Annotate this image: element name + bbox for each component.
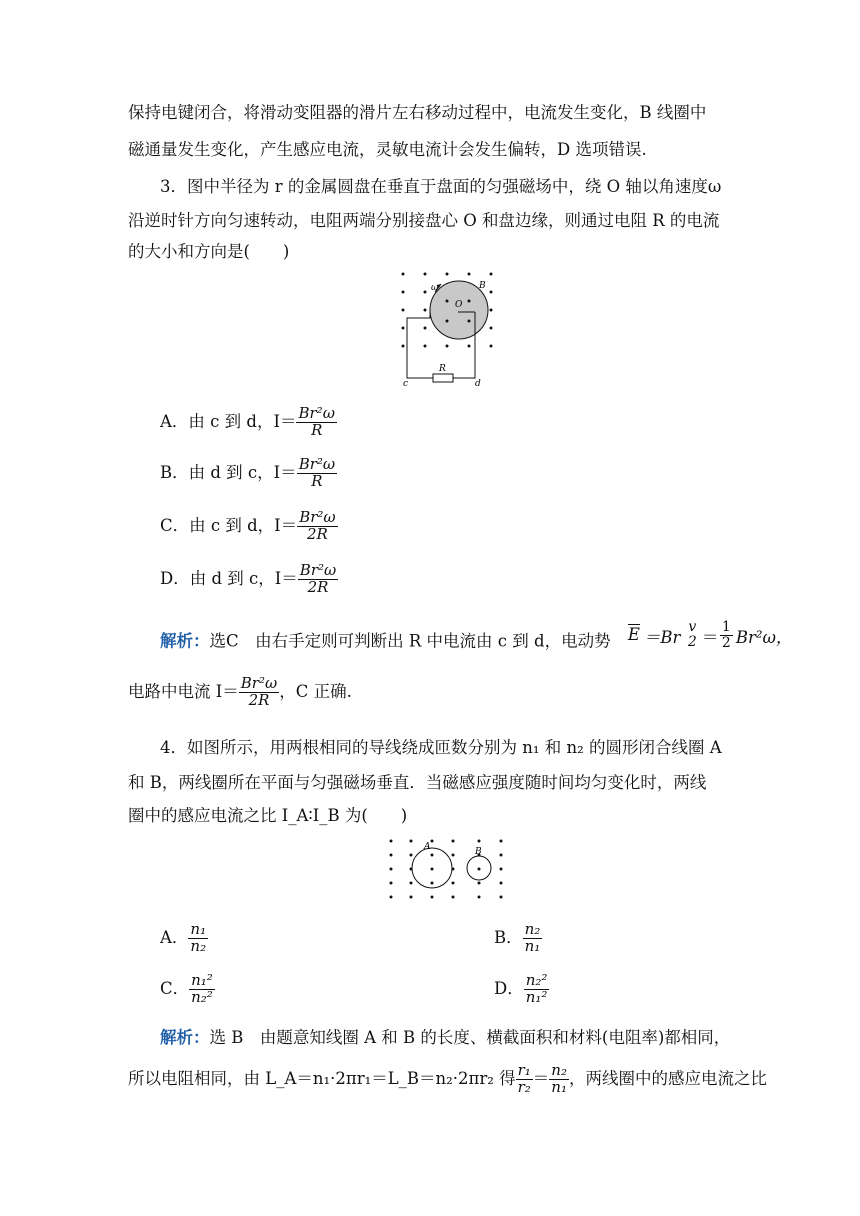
label-omega: ω: [431, 283, 439, 293]
field-dot: [446, 273, 449, 276]
field-dot: [431, 868, 434, 871]
question-3-line-2: 沿逆时针方向匀速转动，电阻两端分别接盘心 O 和盘边缘，则通过电阻 R 的电流: [128, 211, 720, 230]
field-dot: [390, 882, 393, 885]
field-dot: [446, 345, 449, 348]
field-dot: [390, 854, 393, 857]
field-dot: [424, 327, 427, 330]
field-dot: [468, 273, 471, 276]
field-dot: [390, 840, 393, 843]
label-coil-B: B: [475, 847, 482, 857]
label-O: O: [455, 300, 463, 310]
field-dot: [500, 840, 503, 843]
figure-two-coils: [383, 833, 513, 905]
field-dot: [468, 300, 471, 303]
field-dot: [500, 868, 503, 871]
field-dot: [424, 309, 427, 312]
q4-option-b: B． $\frac{\text{n₂}}{\text{n₁}}$: [494, 920, 541, 955]
question-3-line-1: 3．图中半径为 r 的金属圆盘在垂直于盘面的匀强磁场中，绕 O 轴以角速度ω: [160, 177, 722, 196]
q4-option-d: D． $\frac{\text{n₂²}}{\text{n₁²}}$: [494, 971, 548, 1006]
q4-analysis-line-2: 所以电阻相同，由 L_A＝n₁·2πr₁＝L_B＝n₂·2πr₂ 得 $\frac{\text{r₁}}{\text{r₂}}$ ＝ $\frac{\text{n₂}}{\text{n₁}}$ ，两线圈中的感应电流之比: [128, 1061, 767, 1096]
field-dot: [431, 840, 434, 843]
field-dot: [468, 320, 471, 323]
emf-symbol: E: [627, 625, 640, 644]
field-dot: [390, 896, 393, 899]
field-dot: [452, 896, 455, 899]
field-dot: [431, 882, 434, 885]
q3-option-d: D．由 d 到 c，I＝ $\frac{\text{Br²ω}}{2R}$: [160, 561, 337, 596]
field-dot: [410, 854, 413, 857]
field-dot: [490, 273, 493, 276]
text-line-2: 磁通量发生变化，产生感应电流，灵敏电流计会发生偏转，D 选项错误.: [128, 140, 647, 159]
field-dot: [468, 345, 471, 348]
field-dot: [424, 345, 427, 348]
field-dot: [402, 345, 405, 348]
field-dot: [478, 896, 481, 899]
text-line-1: 保持电键闭合，将滑动变阻器的滑片左右移动过程中，电流发生变化，B 线圈中: [128, 103, 707, 122]
field-dot: [431, 896, 434, 899]
label-coil-A: A: [424, 842, 431, 852]
q3-analysis-line-2: 电路中电流 I＝ $\frac{\text{Br²ω}}{2R}$ ，C 正确.: [128, 674, 352, 709]
field-dot: [500, 882, 503, 885]
q3-option-b: B．由 d 到 c，I＝ $\frac{\text{Br²ω}}{R}$: [160, 455, 336, 490]
q3-option-a: A．由 c 到 d，I＝ $\frac{\text{Br²ω}}{R}$: [160, 404, 335, 439]
q3-analysis-line-1: 解析：选C 由右手定则可判断出 R 中电流由 c 到 d，电动势 E ＝Br v 2 ＝ $\frac{1}{2}$ Br²ω，: [160, 619, 793, 651]
question-3-line-3: 的大小和方向是( ): [128, 242, 290, 261]
field-dot: [490, 327, 493, 330]
analysis-label-4: 解析：: [160, 1028, 210, 1047]
field-dot: [402, 291, 405, 294]
field-dot: [500, 854, 503, 857]
field-dot: [490, 345, 493, 348]
field-dot: [424, 291, 427, 294]
field-dot: [431, 854, 434, 857]
q4-analysis-line-1: 解析：选 B 由题意知线圈 A 和 B 的长度、横截面积和材料(电阻率)都相同，: [160, 1028, 731, 1047]
q4-option-a: A． $\frac{\text{n₁}}{\text{n₂}}$: [160, 920, 207, 955]
field-dot: [490, 309, 493, 312]
field-dot: [478, 868, 481, 871]
question-4-line-3: 圈中的感应电流之比 I_A∶I_B 为( ): [128, 806, 408, 825]
field-dot: [478, 840, 481, 843]
label-c: c: [403, 379, 409, 389]
field-dot: [402, 327, 405, 330]
field-dot: [452, 854, 455, 857]
question-4-line-1: 4．如图所示，用两根相同的导线绕成匝数分别为 n₁ 和 n₂ 的圆形闭合线圈 A: [160, 738, 722, 757]
field-dot: [452, 840, 455, 843]
field-dot: [410, 882, 413, 885]
label-B: B: [479, 281, 486, 291]
field-dot: [446, 300, 449, 303]
field-dot: [424, 273, 427, 276]
field-dot: [390, 868, 393, 871]
label-R: R: [439, 364, 446, 374]
field-dot: [452, 882, 455, 885]
question-4-line-2: 和 B，两线圈所在平面与匀强磁场垂直．当磁感应强度随时间均匀变化时，两线: [128, 773, 707, 792]
label-d: d: [475, 379, 481, 389]
field-dot: [402, 273, 405, 276]
field-dot: [478, 882, 481, 885]
field-dot: [410, 896, 413, 899]
q4-option-c: C． $\frac{\text{n₁²}}{\text{n₂²}}$: [160, 971, 213, 1006]
field-dot: [410, 840, 413, 843]
field-dot: [500, 896, 503, 899]
field-dot: [402, 309, 405, 312]
field-dot: [446, 320, 449, 323]
field-dot: [490, 291, 493, 294]
figure-rotating-disk: [395, 266, 505, 391]
analysis-label: 解析：: [160, 631, 210, 651]
q3-option-c: C．由 c 到 d，I＝ $\frac{\text{Br²ω}}{2R}$: [160, 508, 336, 543]
